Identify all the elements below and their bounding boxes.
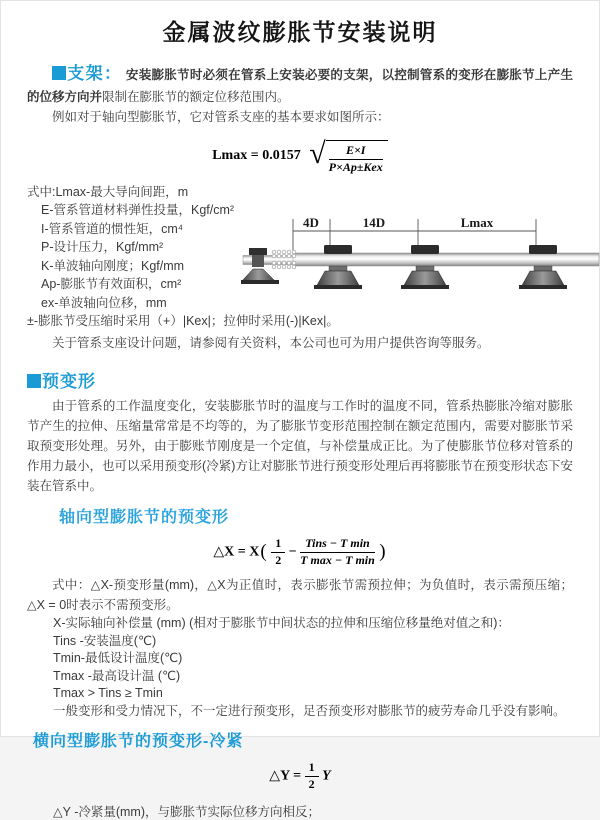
definition-line: K-单波轴向刚度；Kgf/mm bbox=[41, 258, 185, 273]
definition-line: Ap-膨胀节有效面积，cm² bbox=[41, 277, 182, 292]
support-intro-rest: 限制在膨胀节的额定位移范围内。 bbox=[102, 90, 290, 105]
definition-line: Tins -安装温度(℃) bbox=[53, 633, 157, 648]
definitions-and-diagram bbox=[27, 183, 573, 331]
dim-label-lmax: Lmax bbox=[460, 214, 494, 230]
lmax-formula-lhs: Lmax = 0.0157 bbox=[212, 148, 301, 164]
main-pipe bbox=[293, 253, 599, 266]
delta-y-formula bbox=[1, 761, 599, 792]
definition-line: ±-膨胀节受压缩时采用（+）|Kex|；拉伸时采用(-)|Kex|。 bbox=[27, 314, 339, 329]
delta-x-explanation: 式中：△X-预变形量(mm)，△X为正值时，表示膨张节需预拉伸；为负值时，表示需预压缩；△X = 0时表示不需预变形。 bbox=[27, 578, 573, 613]
guide-support bbox=[314, 245, 362, 289]
support-example-line: 例如对于轴向型膨胀节，它对管系支座的基本要求如图所示： bbox=[52, 110, 390, 125]
lmax-fraction bbox=[329, 144, 383, 175]
support-intro-bold: 安装膨胀节时必须在管系上安装必要的支架，以控制管系的变形在膨胀节上产生的位移方向并 bbox=[27, 68, 573, 105]
dim-label-14d: 14D bbox=[362, 214, 386, 230]
half-numerator: 1 bbox=[305, 761, 319, 777]
predeform-section-heading bbox=[27, 367, 573, 392]
lmax-denominator: P×Ap±Kex bbox=[328, 159, 383, 174]
page-title: 金属波纹膨胀节安装说明 bbox=[162, 19, 438, 45]
definition-line: E-管系管道材料弹性投量，Kgf/cm² bbox=[41, 203, 235, 218]
temp-numerator: Tins − T min bbox=[300, 537, 375, 553]
radical-sign-icon: √ bbox=[309, 137, 326, 171]
delta-y-note: △Y -冷紧量(mm)，与膨胀节实际位移方向相反； bbox=[53, 804, 321, 819]
definition-line: P-设计压力，Kgf/mm² bbox=[41, 240, 164, 255]
definition-line: 一般变形和受力情况下，不一定进行预变形，足否预变形对膨胀节的疲劳寿命几乎没有影响。 bbox=[53, 703, 566, 718]
guide-support bbox=[519, 245, 567, 289]
support-intro-paragraph bbox=[27, 60, 573, 107]
delta-y-rhs: Y bbox=[322, 768, 331, 784]
definition-line: 式中:Lmax-最大导向间距，m bbox=[27, 184, 189, 199]
temp-denominator: T max − T min bbox=[300, 552, 375, 567]
delta-x-formula bbox=[1, 537, 599, 568]
sqrt-radical bbox=[309, 137, 388, 175]
definition-line: ex-单波轴向位移，mm bbox=[41, 295, 167, 310]
predeform-heading-label: 预变形 bbox=[42, 371, 96, 391]
definition-line: Tmin-最低设计温度(℃) bbox=[53, 651, 183, 666]
definition-line: Tmax -最高设计温 (℃) bbox=[53, 668, 181, 683]
open-paren: ( bbox=[260, 541, 267, 563]
half-numerator: 1 bbox=[271, 537, 285, 553]
lmax-numerator: E×I bbox=[329, 144, 383, 160]
section-bullet-icon bbox=[52, 66, 66, 80]
axial-definitions bbox=[27, 615, 573, 720]
temperature-fraction bbox=[300, 537, 375, 568]
lmax-formula bbox=[1, 137, 599, 175]
half-denominator: 2 bbox=[275, 552, 282, 567]
close-paren: ) bbox=[379, 541, 386, 563]
half-fraction bbox=[305, 761, 319, 792]
definition-line: Tmax > Tins ≥ Tmin bbox=[53, 686, 163, 701]
support-note: 关于管系支座设计问题，请参阅有关资料，本公司也可为用户提供咨询等服务。 bbox=[52, 335, 490, 350]
half-denominator: 2 bbox=[308, 777, 315, 792]
predeform-paragraph: 由于管系的工作温度变化，安装膨胀节时的温度与工作时的温度不同，管系热膨胀冷缩对膨胀节产生的拉伸、压缩量常常是不均等的，为了膨胀节变形范围控制在额定范围内，需要对膨胀节采取预变形处理。另外，由于膨账节刚度是一个定值，与补偿量成正比。为了使膨胀节位移对管系的作用力最小，也可以采用预变形(冷紧)方让对膨胀节进行预变形处理后再将膨胀节在预变形状态下安装在管系中。 bbox=[27, 398, 573, 493]
lateral-subheading: 横向型膨胀节的预变形-冷紧 bbox=[33, 733, 244, 751]
half-fraction bbox=[271, 537, 285, 568]
radicand bbox=[326, 140, 388, 175]
guide-support bbox=[401, 245, 449, 289]
minus-sign: − bbox=[288, 544, 297, 560]
support-heading-label: 支架： bbox=[67, 64, 123, 83]
delta-x-lhs: △X = X bbox=[213, 544, 260, 560]
dim-label-4d: 4D bbox=[303, 214, 319, 230]
definition-line: I-管系管道的惯性矩，cm⁴ bbox=[41, 221, 184, 236]
axial-subheading: 轴向型膨胀节的预变形 bbox=[59, 508, 230, 526]
support-section-heading bbox=[52, 64, 122, 83]
delta-y-lhs: △Y = bbox=[269, 768, 302, 784]
definition-line: X-实际轴向补偿量 (mm) (相对于膨胀节中间状态的拉伸和压缩位移量绝对值之和)： bbox=[53, 616, 510, 631]
pipe-support-diagram bbox=[243, 211, 599, 311]
section-bullet-icon bbox=[27, 374, 41, 388]
